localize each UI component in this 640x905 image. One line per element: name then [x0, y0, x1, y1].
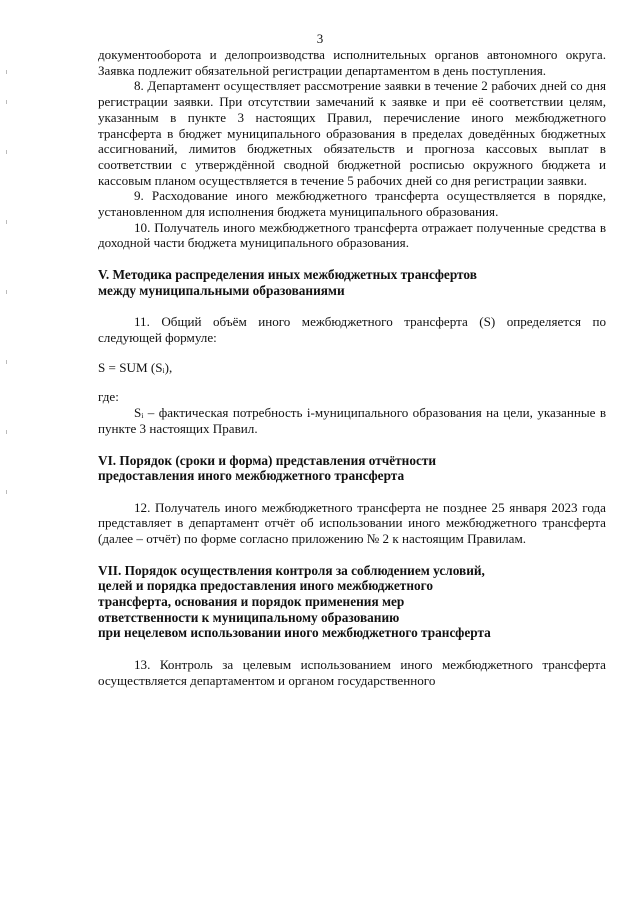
where-label: где: — [98, 389, 119, 405]
paragraph-9: 9. Расходование иного межбюджетного трансферта осуществляется в порядке, установленном для исполнения бюджета муниципального образования. — [98, 188, 606, 220]
section-7-title-line4: ответственности к муниципальному образованию — [98, 609, 400, 625]
paragraph-11: 11. Общий объём иного межбюджетного трансферта (S) определяется по следующей формуле: — [98, 314, 606, 346]
section-7-title-line2: целей и порядка предоставления иного межбюджетного — [98, 578, 433, 594]
section-6-title-line1: VI. Порядок (сроки и форма) представления отчётности — [98, 452, 437, 468]
scan-margin-marks — [6, 60, 10, 510]
section-6-title-line2: предоставления иного межбюджетного трансферта — [98, 468, 405, 484]
paragraph-13: 13. Контроль за целевым использованием иного межбюджетного трансферта осуществляется департаментом и органом государственного — [98, 656, 606, 688]
section-7-title-line3: трансферта, основания и порядок применения мер — [98, 594, 405, 610]
page-number: 3 — [316, 31, 324, 46]
si-definition: Sᵢ – фактическая потребность i-муниципального образования на цели, указанные в пункте 3 настоящих Правил. — [98, 405, 606, 436]
section-5-title-line2: между муниципальными образованиями — [98, 282, 345, 298]
paragraph-10: 10. Получатель иного межбюджетного трансферта отражает полученные средства в доходной части бюджета муниципального образования. — [98, 219, 606, 251]
paragraph-8: 8. Департамент осуществляет рассмотрение заявки в течение 2 рабочих дней со дня регистрации заявки. При отсутствии замечаний к заявке и при её соответствии целям, указанным в пункте 3 настоящих Правил, перечисление иного межбюджетного трансферта в бюджет муниципального образования в пределах доведённых бюджетных ассигнований, лимитов бюджетных обязательств и прогноза кассовых выплат в соответствии с утверждённой сводной бюджетной росписью окружного бюджета и кассовым планом осуществляется в течение 5 рабочих дней со дня регистрации заявки. — [98, 78, 606, 188]
paragraph-continuation: документооборота и делопроизводства исполнительных органов автономного округа. Заявка подлежит обязательной регистрации департаментом в день поступления. — [98, 47, 606, 78]
paragraph-12: 12. Получатель иного межбюджетного трансферта не позднее 25 января 2023 года представляет в департамент отчёт об использовании иного межбюджетного трансферта (далее – отчёт) по форме согласно приложению № 2 к настоящим Правилам. — [98, 499, 606, 547]
section-5-title-line1: V. Методика распределения иных межбюджетных трансфертов — [98, 267, 477, 283]
section-7-title-line5: при нецелевом использовании иного межбюджетного трансферта — [98, 625, 491, 641]
section-7-title-line1: VII. Порядок осуществления контроля за соблюдением условий, — [98, 562, 485, 578]
formula: S = SUM (Sᵢ), — [98, 359, 173, 375]
document-body — [98, 47, 606, 688]
